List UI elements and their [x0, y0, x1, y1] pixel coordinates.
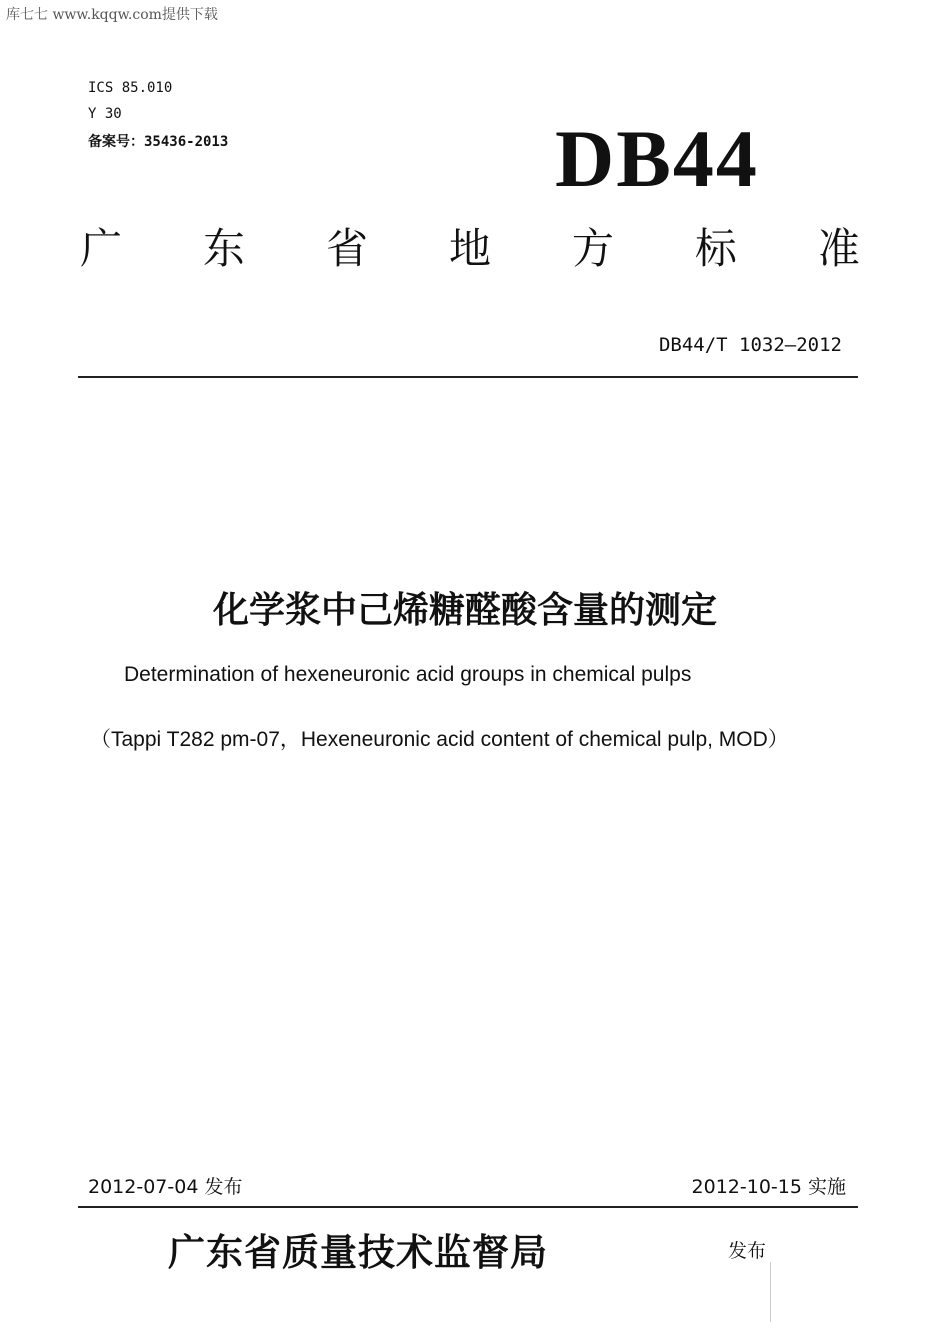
- publisher-name: 广东省质量技术监督局: [168, 1230, 548, 1274]
- standard-type-char: 广: [80, 224, 123, 273]
- record-number: 备案号：35436-2013: [88, 134, 229, 150]
- classification-code: Y 30: [88, 106, 122, 122]
- standard-type-char: 方: [571, 224, 614, 273]
- document-reference: （Tappi T282 pm-07，Hexeneuronic acid content of chemical pulp, MOD）: [90, 728, 789, 751]
- release-date: 2012-07-04 发布: [88, 1176, 243, 1198]
- scan-artifact-line: [770, 1262, 771, 1322]
- standard-type-char: 标: [694, 224, 737, 273]
- ics-code: ICS 85.010: [88, 80, 173, 96]
- implementation-date: 2012-10-15 实施: [691, 1176, 846, 1198]
- watermark-text: 库七七 www.kqqw.com提供下载: [6, 7, 218, 23]
- footer-divider: [78, 1206, 858, 1208]
- standard-type-char: 东: [202, 224, 245, 273]
- document-title-chinese: 化学浆中己烯糖醛酸含量的测定: [212, 590, 717, 631]
- standard-number: DB44/T 1032—2012: [658, 334, 842, 356]
- document-title-english: Determination of hexeneuronic acid groups in chemical pulps: [124, 663, 692, 686]
- standard-type-char: 地: [448, 224, 491, 273]
- standard-type-char: 省: [325, 224, 368, 273]
- standard-type-char: 准: [817, 224, 860, 273]
- publisher-action: 发布: [728, 1240, 767, 1262]
- header-divider: [78, 376, 858, 378]
- db44-logo: DB44: [555, 113, 759, 204]
- standard-type-heading: [80, 224, 860, 273]
